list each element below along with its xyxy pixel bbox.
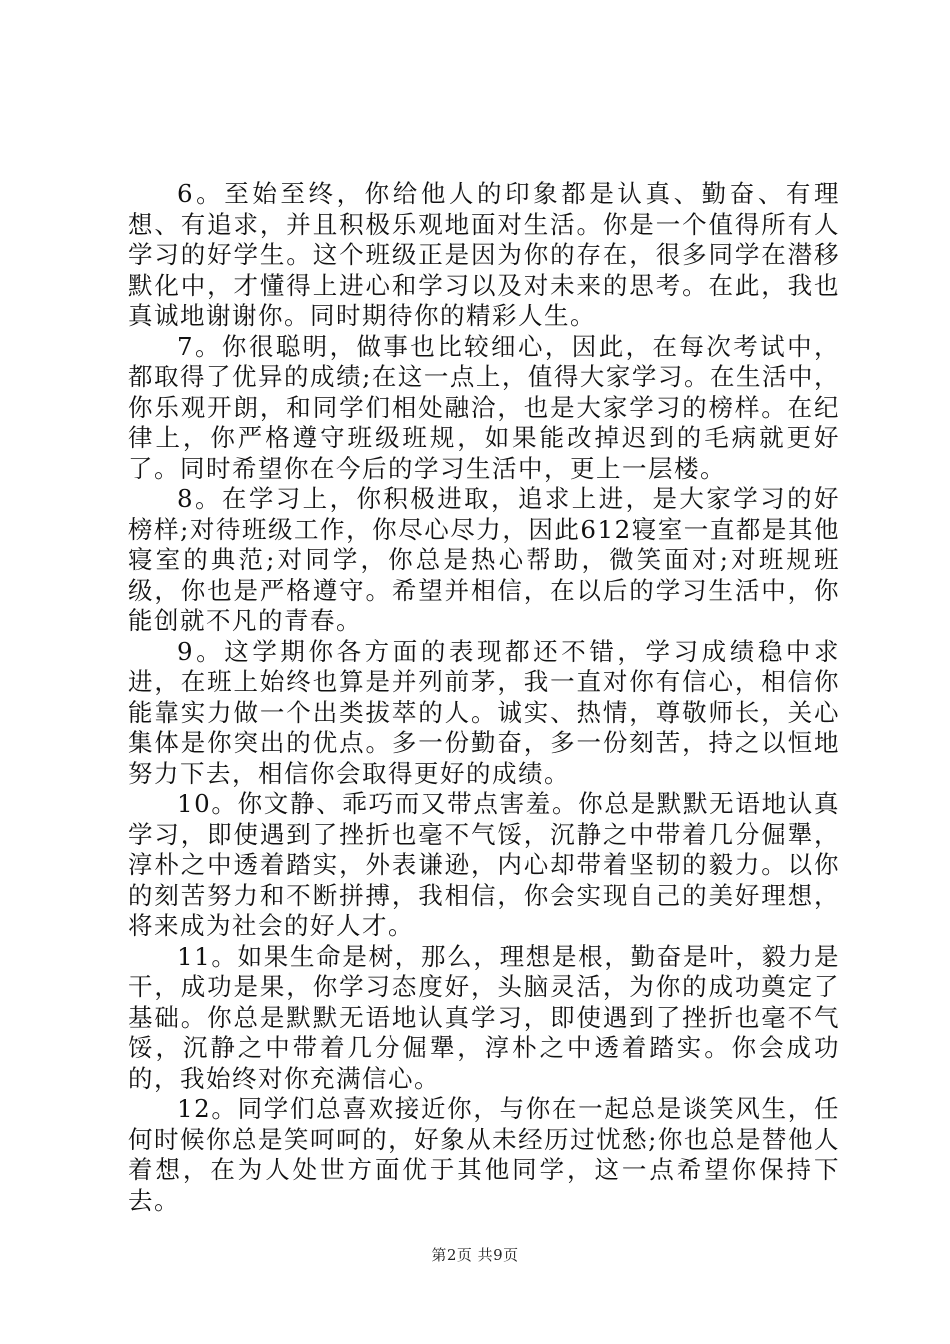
comment-paragraph-9: 9。这学期你各方面的表现都还不错，学习成绩稳中求进，在班上始终也算是并列前茅，我一直对你有信心，相信你能靠实力做一个出类拔萃的人。诚实、热情，尊敬师长，关心集体是你突出的优点。多一份勤奋，多一份刻苦，持之以恒地努力下去，相信你会取得更好的成绩。 — [128, 636, 840, 788]
document-body — [128, 179, 840, 1216]
comment-paragraph-11: 11。如果生命是树，那么，理想是根，勤奋是叶，毅力是干，成功是果，你学习态度好，头脑灵活，为你的成功奠定了基础。你总是默默无语地认真学习，即使遇到了挫折也毫不气馁，沉静之中带着几分倔犟，淳朴之中透着踏实。你会成功的，我始终对你充满信心。 — [128, 941, 840, 1093]
page-number-footer: 第2页 共9页 — [431, 1246, 519, 1264]
comment-paragraph-10: 10。你文静、乖巧而又带点害羞。你总是默默无语地认真学习，即使遇到了挫折也毫不气馁，沉静之中带着几分倔犟，淳朴之中透着踏实，外表谦逊，内心却带着坚韧的毅力。以你的刻苦努力和不断拼搏，我相信，你会实现自己的美好理想，将来成为社会的好人才。 — [128, 789, 840, 940]
comment-paragraph-6: 6。至始至终，你给他人的印象都是认真、勤奋、有理想、有追求，并且积极乐观地面对生活。你是一个值得所有人学习的好学生。这个班级正是因为你的存在，很多同学在潜移默化中，才懂得上进心和学习以及对未来的思考。在此，我也真诚地谢谢你。同时期待你的精彩人生。 — [128, 179, 840, 330]
comment-paragraph-8: 8。在学习上，你积极进取，追求上进，是大家学习的好榜样;对待班级工作，你尽心尽力，因此612寝室一直都是其他寝室的典范;对同学，你总是热心帮助，微笑面对;对班规班级，你也是严格遵守。希望并相信，在以后的学习生活中，你能创就不凡的青春。 — [128, 484, 840, 635]
comment-paragraph-12: 12。同学们总喜欢接近你，与你在一起总是谈笑风生，任何时候你总是笑呵呵的，好象从未经历过忧愁;你也总是替他人着想，在为人处世方面优于其他同学，这一点希望你保持下去。 — [128, 1094, 840, 1215]
comment-paragraph-7: 7。你很聪明，做事也比较细心，因此，在每次考试中，都取得了优异的成绩;在这一点上，值得大家学习。在生活中，你乐观开朗，和同学们相处融洽，也是大家学习的榜样。在纪律上，你严格遵守班级班规，如果能改掉迟到的毛病就更好了。同时希望你在今后的学习生活中，更上一层楼。 — [128, 331, 840, 483]
